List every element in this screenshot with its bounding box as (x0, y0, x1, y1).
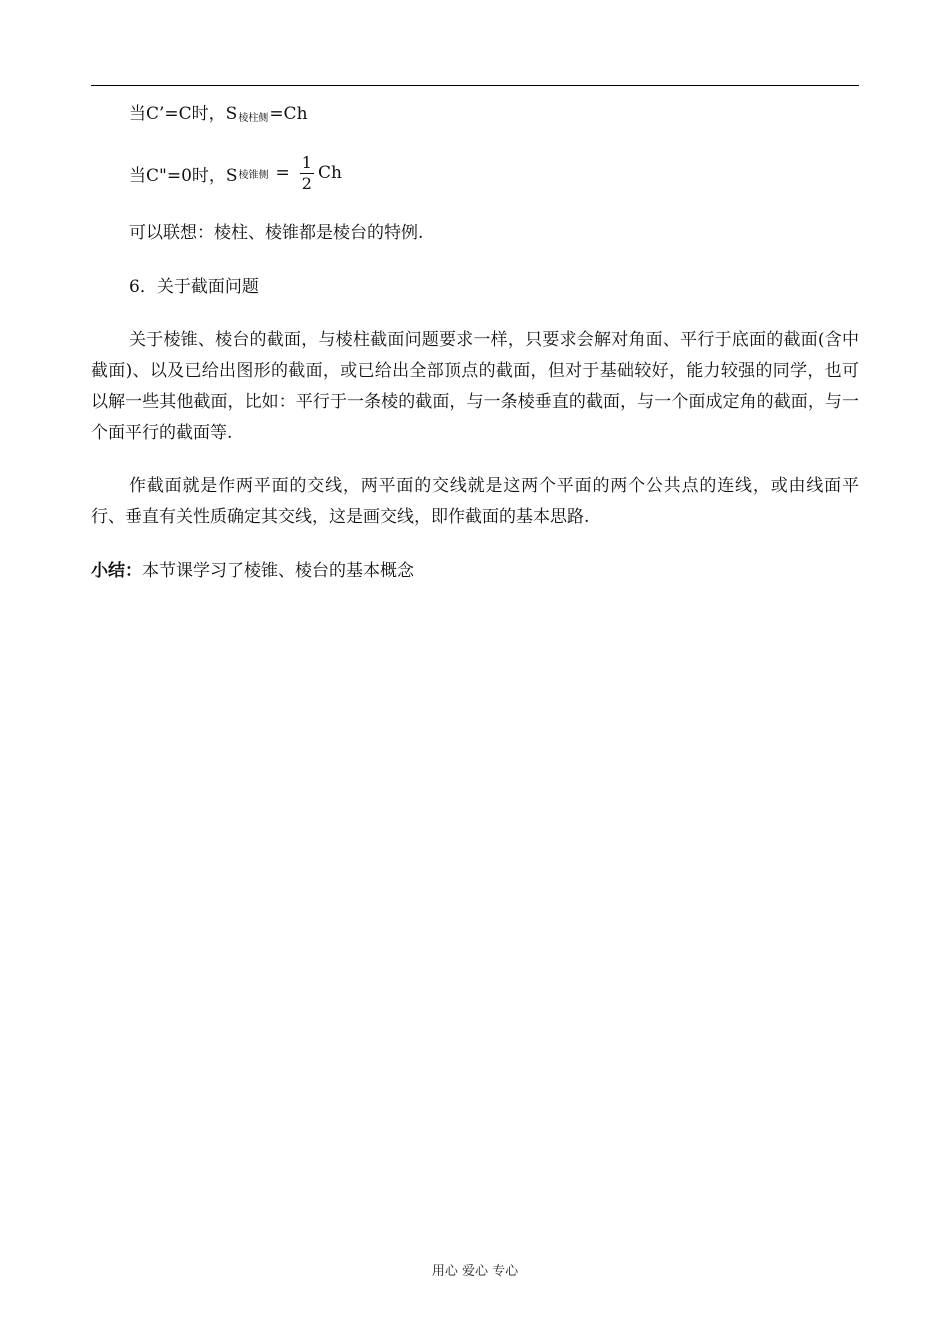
formula1-suffix: =Ch (269, 104, 308, 124)
fraction-numerator: 1 (301, 152, 312, 172)
document-body (91, 98, 859, 587)
paragraph-cross-sections (91, 325, 859, 449)
formula2-suffix: Ch (317, 163, 342, 183)
formula-pyramid-lateral-area (91, 143, 859, 203)
paragraph-construction (91, 471, 859, 533)
header-rule (91, 85, 859, 86)
formula2-subscript: 棱锥侧 (238, 169, 269, 181)
formula2-fraction (300, 152, 314, 193)
summary-label: 小结： (91, 561, 142, 581)
summary (91, 555, 859, 587)
formula2-equals: = (275, 163, 290, 183)
formula-prism-lateral-area (91, 98, 859, 135)
summary-text: 本节课学习了棱锥、棱台的基本概念 (142, 561, 414, 581)
page-footer: 用心 爱心 专心 (431, 1264, 519, 1279)
formula1-prefix: 当C’=C时，S (129, 104, 238, 124)
association-note: 可以联想：棱柱、棱锥都是棱台的特例. (129, 223, 424, 243)
section-heading: 6．关于截面问题 (129, 277, 259, 297)
fraction-denominator: 2 (301, 173, 312, 193)
paragraph2-text: 作截面就是作两平面的交线，两平面的交线就是这两个平面的两个公共点的连线，或由线面平行、垂直有关性质确定其交线，这是画交线，即作截面的基本思路. (91, 476, 859, 527)
formula1-subscript: 棱柱侧 (238, 113, 269, 124)
paragraph1-text: 关于棱锥、棱台的截面，与棱柱截面问题要求一样，只要求会解对角面、平行于底面的截面(含中截面)、以及已给出图形的截面，或已给出全部顶点的截面，但对于基础较好，能力较强的同学，也可以解一些其他截面，比如：平行于一条棱的截面，与一条棱垂直的截面，与一个面成定角的截面，与一个面平行的截面等. (91, 330, 859, 443)
formula2-prefix: 当C"=0时，S (129, 165, 238, 186)
